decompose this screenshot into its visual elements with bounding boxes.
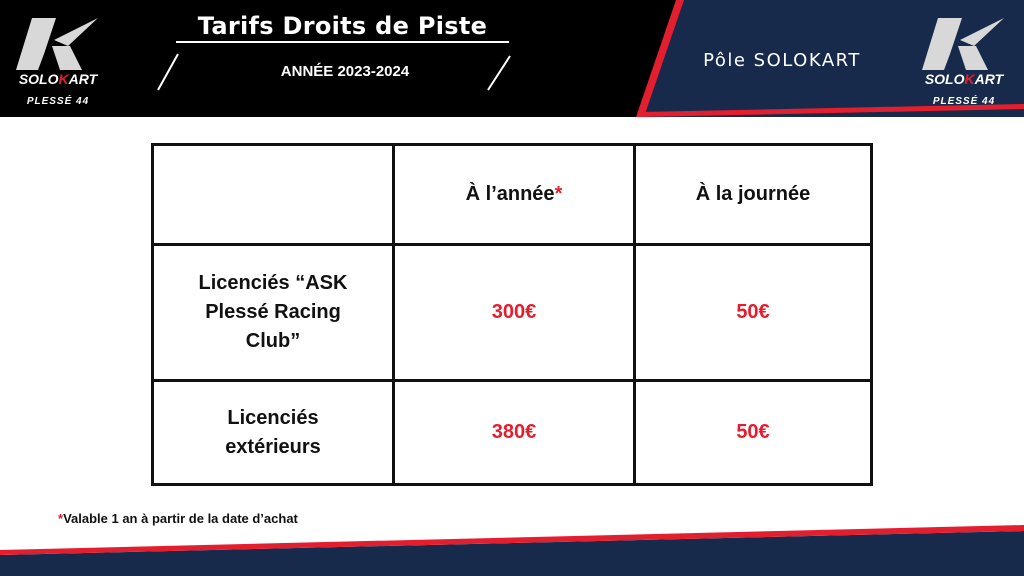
column-header-day: À la journée bbox=[635, 145, 872, 245]
solokart-k-logo bbox=[914, 10, 1014, 96]
pole-label: Pôle SOLOKART bbox=[703, 50, 861, 71]
pricing-table bbox=[151, 143, 873, 486]
svg-text:SOLOKART: SOLOKART bbox=[18, 71, 98, 87]
price-day-cell: 50€ bbox=[635, 245, 872, 381]
logo-location-text: PLESSÉ 44 bbox=[932, 96, 996, 107]
footer-stripe bbox=[0, 525, 1024, 576]
table-row bbox=[153, 381, 872, 485]
row-label-ask-plesse: Licenciés “ASK Plessé Racing Club” bbox=[153, 245, 394, 381]
price-day-cell: 50€ bbox=[635, 381, 872, 485]
logo-location-text: PLESSÉ 44 bbox=[26, 96, 90, 107]
solokart-logo-right bbox=[914, 10, 1014, 110]
solokart-k-logo bbox=[8, 10, 108, 96]
empty-corner-cell bbox=[153, 145, 394, 245]
table-header-row bbox=[153, 145, 872, 245]
column-header-year: À l’année* bbox=[394, 145, 635, 245]
solokart-logo-left bbox=[8, 10, 108, 110]
svg-text:SOLOKART: SOLOKART bbox=[924, 71, 1004, 87]
season-subtitle: ANNÉE 2023-2024 bbox=[280, 63, 410, 80]
page-title: Tarifs Droits de Piste bbox=[197, 12, 488, 40]
header-banner bbox=[0, 0, 1024, 117]
footnote: *Valable 1 an à partir de la date d’achat bbox=[58, 511, 298, 526]
price-year-cell: 380€ bbox=[394, 381, 635, 485]
row-label-exterieurs: Licenciés extérieurs bbox=[153, 381, 394, 485]
table-row bbox=[153, 245, 872, 381]
title-underline bbox=[176, 41, 509, 43]
price-year-cell: 300€ bbox=[394, 245, 635, 381]
